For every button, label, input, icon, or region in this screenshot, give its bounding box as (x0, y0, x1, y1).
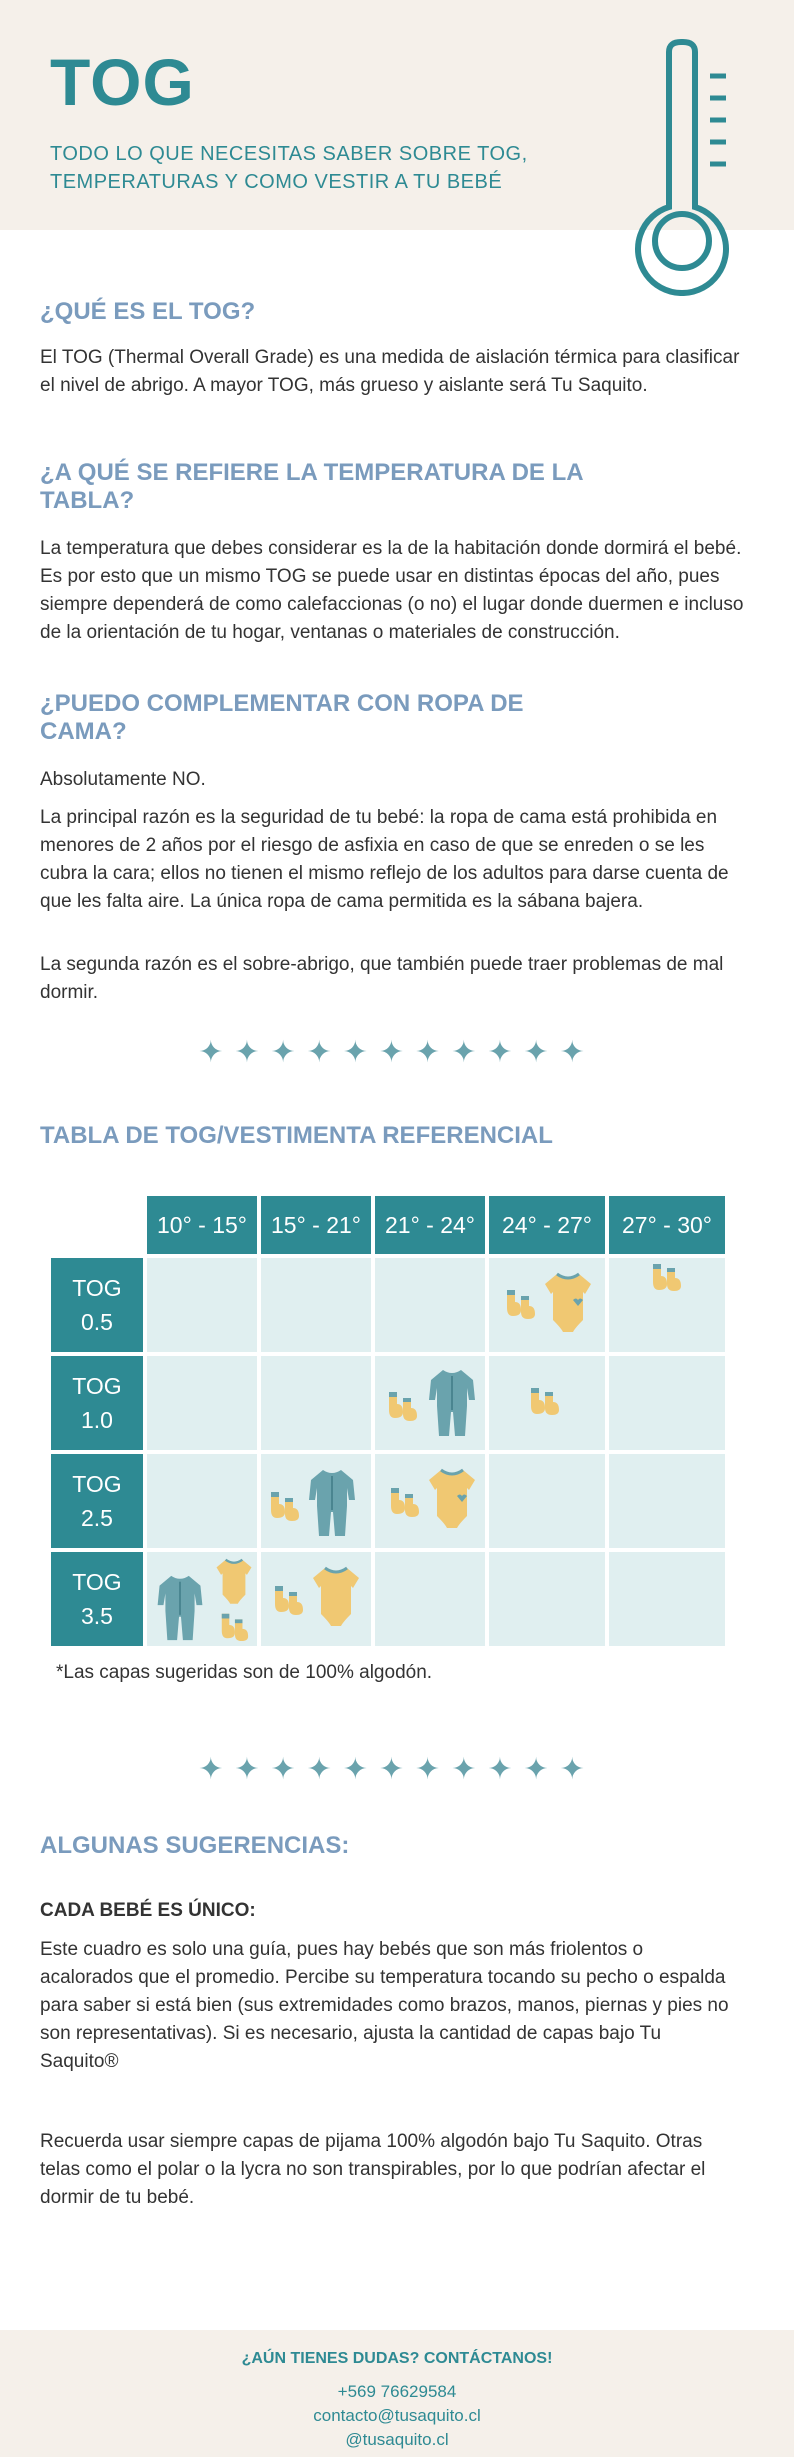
table-cell (489, 1454, 605, 1548)
section-body-temperature: La temperatura que debes considerar es la de la habitación donde dormirá el bebé. Es por esto que un mismo TOG se puede usar en distintas épocas del año, pues siempre dependerá de como calefaccionas (o no) el lugar donde duermen e incluso de la orientación de tu hogar, ventanas o materiales de construcción. (40, 538, 744, 643)
pajama-blue-icon (155, 1572, 205, 1644)
section-body-bedding-2: La segunda razón es el sobre-abrigo, que también puede traer problemas de mal dormir. (40, 954, 724, 1003)
table-row (51, 1356, 725, 1450)
bodysuit-yellow-icon (543, 1270, 593, 1334)
table-cell (147, 1552, 257, 1646)
header-banner (0, 0, 794, 230)
bodysuit-yellow-icon (311, 1564, 361, 1628)
col-15-21: 15° - 21° (261, 1196, 371, 1254)
section-heading-tog: ¿QUÉ ES EL TOG? (40, 298, 256, 325)
table-cell (609, 1356, 725, 1450)
suggestions-body-2: Recuerda usar siempre capas de pijama 100% algodón bajo Tu Saquito. Otras telas como el polar o la lycra no son transpirables, por lo que podrían afectar el dormir de tu bebé. (40, 2131, 706, 2208)
table-corner (51, 1196, 143, 1254)
row-tog-value: 2.5 (81, 1505, 113, 1531)
row-head-tog-35 (51, 1552, 143, 1646)
bodysuit-yellow-icon (215, 1556, 253, 1606)
socks-yellow-icon (267, 1488, 301, 1522)
table-row (51, 1552, 725, 1646)
bodysuit-yellow-icon (427, 1466, 477, 1530)
socks-yellow-icon (503, 1286, 537, 1320)
page-title: TOG (50, 45, 195, 119)
table-cell (375, 1454, 485, 1548)
table-cell (489, 1356, 605, 1450)
table-cell (375, 1258, 485, 1352)
table-cell (147, 1454, 257, 1548)
table-cell (609, 1552, 725, 1646)
table-cell (261, 1258, 371, 1352)
row-tog-label: TOG (72, 1569, 122, 1595)
row-tog-value: 0.5 (81, 1309, 113, 1335)
pajama-blue-icon (427, 1366, 477, 1440)
table-cell (375, 1552, 485, 1646)
suggestions-label: CADA BEBÉ ES ÚNICO: (40, 1900, 256, 1921)
socks-yellow-icon (649, 1260, 685, 1294)
table-header-row (51, 1196, 725, 1254)
socks-yellow-icon (217, 1610, 251, 1642)
row-tog-label: TOG (72, 1373, 122, 1399)
thermometer-icon (630, 36, 740, 296)
table-cell (489, 1552, 605, 1646)
section-heading-bedding: ¿PUEDO COMPLEMENTAR CON ROPA DE CAMA? (40, 690, 524, 745)
table-row (51, 1454, 725, 1548)
row-head-tog-05 (51, 1258, 143, 1352)
suggestions-body-1: Este cuadro es solo una guía, pues hay bebés que son más friolentos o acalorados que el promedio. Percibe su temperatura tocando su pecho o espalda para saber si está bien (sus extremidades como brazos, manos, piernas y pies no son representativas). Si es necesario, ajusta la cantidad de capas bajo Tu Saquito® (40, 1939, 729, 2072)
table-row (51, 1258, 725, 1352)
col-24-27: 24° - 27° (489, 1196, 605, 1254)
footer-phone[interactable]: +569 76629584 (337, 2382, 457, 2401)
col-10-15: 10° - 15° (147, 1196, 257, 1254)
row-tog-value: 3.5 (81, 1603, 113, 1629)
table-cell (147, 1356, 257, 1450)
section-body-tog: El TOG (Thermal Overall Grade) es una medida de aislación térmica para clasificar el nivel de abrigo. A mayor TOG, más grueso y aislante será Tu Saquito. (40, 347, 740, 396)
page-subtitle: TODO LO QUE NECESITAS SABER SOBRE TOG, TEMPERATURAS Y COMO VESTIR A TU BEBÉ (50, 143, 528, 193)
row-head-tog-10 (51, 1356, 143, 1450)
row-tog-label: TOG (72, 1471, 122, 1497)
section-answer-bedding: Absolutamente NO. (40, 769, 206, 790)
table-cell (489, 1258, 605, 1352)
table-heading: TABLA DE TOG/VESTIMENTA REFERENCIAL (40, 1122, 553, 1149)
footer (0, 2330, 794, 2457)
table-cell (609, 1454, 725, 1548)
socks-yellow-icon (385, 1388, 419, 1422)
footer-social[interactable]: @tusaquito.cl (345, 2430, 449, 2449)
col-21-24: 21° - 24° (375, 1196, 485, 1254)
socks-yellow-icon (387, 1484, 421, 1518)
footer-email[interactable]: contacto@tusaquito.cl (313, 2406, 481, 2425)
row-head-tog-25 (51, 1454, 143, 1548)
socks-yellow-icon (271, 1582, 305, 1616)
table-cell (261, 1552, 371, 1646)
col-27-30: 27° - 30° (609, 1196, 725, 1254)
tog-table (47, 1192, 729, 1650)
suggestions-heading: ALGUNAS SUGERENCIAS: (40, 1832, 350, 1859)
table-cell (261, 1454, 371, 1548)
row-tog-label: TOG (72, 1275, 122, 1301)
table-cell (147, 1258, 257, 1352)
star-divider: ✦✦✦✦✦✦✦✦✦✦✦ (198, 1036, 596, 1069)
socks-yellow-icon (527, 1384, 565, 1420)
table-cell (609, 1258, 725, 1352)
pajama-blue-icon (307, 1466, 357, 1540)
table-cell (261, 1356, 371, 1450)
row-tog-value: 1.0 (81, 1407, 113, 1433)
table-note: *Las capas sugeridas son de 100% algodón. (56, 1662, 433, 1683)
star-divider: ✦✦✦✦✦✦✦✦✦✦✦ (198, 1753, 596, 1786)
section-body-bedding-1: La principal razón es la seguridad de tu bebé: la ropa de cama está prohibida en menores de 2 años por el riesgo de asfixia en caso de que se enreden o se les cubra la cara; ellos no tienen el mismo reflejo de los adultos para darse cuenta de que les falta aire. La única ropa de cama permitida es la sábana bajera. (40, 807, 729, 912)
table-cell (375, 1356, 485, 1450)
section-heading-temperature: ¿A QUÉ SE REFIERE LA TEMPERATURA DE LA TABLA? (40, 459, 583, 514)
footer-title: ¿AÚN TIENES DUDAS? CONTÁCTANOS! (241, 2350, 553, 2367)
